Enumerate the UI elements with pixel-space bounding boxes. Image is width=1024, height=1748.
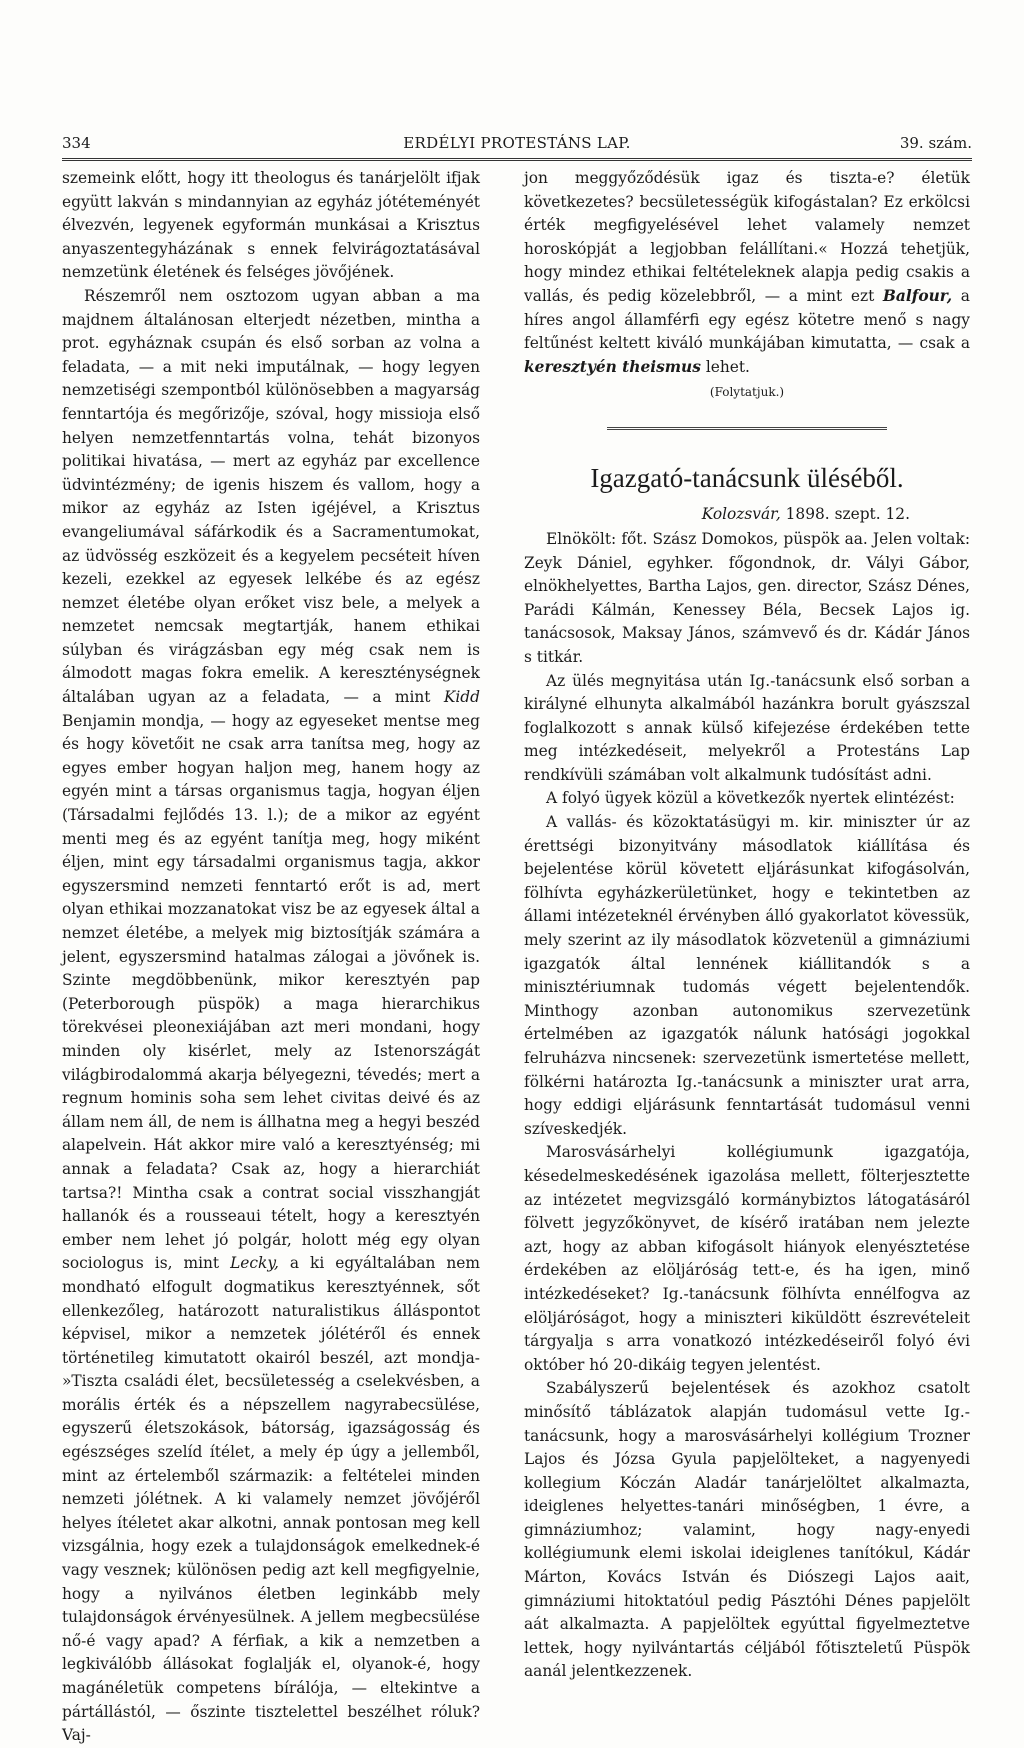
paragraph-text: jon meggyőződésük igaz és tiszta-e? életük következetes? becsületességük kifogástalan? Ez erkölcsi érték megfigyelésével lehet valamely nemzet horoskópját a legjobban felállítani.« Hozzá tehetjük, hogy mindez ethikai feltételeknek alapja pedig csakis a vallás, és pedig közelebbről, — a mint ezt bbox=[524, 169, 970, 305]
dateline-place: Kolozsvár, bbox=[701, 504, 781, 523]
paragraph-text: a híres angol államférfi egy egész kötetre menő s nagy feltűnést keltett kiváló munkájában kimutatta, — csak a bbox=[524, 286, 970, 353]
paragraph: Elnökölt: főt. Szász Domokos, püspök aa. Jelen voltak: Zeyk Dániel, egyhker. főgondnok, dr. Vályi Gábor, elnökhelyettes, Bartha Lajos, gen. director, Szász Dénes, Parádi Kálmán, Kenessey Béla, Becsek Lajos ig. tanácsosok, Maksay János, számvevő és dr. Kádár János s titkár. bbox=[524, 529, 970, 666]
to-be-continued: (Folytatjuk.) bbox=[709, 385, 785, 400]
paragraph-text: lehet. bbox=[705, 357, 750, 376]
emphasis-theismus: keresztyén theismus bbox=[524, 357, 701, 376]
paragraph: A folyó ügyek közül a következők nyertek elintézést: bbox=[546, 789, 955, 808]
paragraph-text: Benjamin mondja, — hogy az egyeseket mentse meg és hogy követőit ne csak arra tanítsa meg, hogy az egyes ember hogyan haljon meg, hanem hogy az egyén mint a társas organismus tagja, hogyan éljen (Társadalmi fejlődés 13. l.); de a mikor az egyént menti meg és az egyént tanítja meg, hogy miként éljen, mint egy társadalmi organismus tagja, akkor egyszersmind nemzeti fenntartó erőt is ad, mert olyan ethikai mozzanatokat visz be az egyesek által a nemzet életébe, a melyek mig biztosítják számára a jelent, egyszersmind hatalmas zálogai a jövőnek is. Szinte megdöbbenünk, mikor keresztyén pap (Peterborough püspök) a maga hierarchikus törekvései pleonexiájában azt meri mondani, hogy minden oly kisérlet, mely az Istenországát világbirodalommá akarja bélyegezni, tévedés; mert a regnum hominis soha sem lehet civitas deivé és az állam nem áll, de nem is állhatna meg a hegyi beszéd alapelvein. Hát akkor mire való a keresztyénség; mi annak a feladata? Csak az, hogy a hierarchiát tartsa?! Mintha csak a contrat social visszhangját hallanók és a rousseaui tételt, hogy a keresztyén ember nem lehet jó polgár, holott még egy olyan sociologus is, mint bbox=[62, 711, 480, 1273]
paragraph bbox=[62, 285, 480, 1748]
running-header bbox=[62, 134, 972, 154]
right-column bbox=[524, 167, 970, 1684]
paragraph: szemeink előtt, hogy itt theologus és tanárjelölt ifjak együtt lakván s mindannyian az egyház jótéteményét élvezvén, legyenek egyformán munkásai a Krisztus anyaszentegyházának s ennek felvirágoztatásával nemzetünk életének és felséges jövőjének. bbox=[62, 169, 480, 282]
section-title: Igazgató-tanácsunk üléséből. bbox=[590, 462, 904, 493]
paragraph: Szabályszerű bejelentések és azokhoz csatolt minősítő táblázatok alapján tudomásul vette Ig.-tanácsunk, hogy a marosvásárhelyi kollégium Trozner Lajos és Józsa Gyula papjelölteket, a nagyenyedi kollegium Kóczán Aladár tanárjelöltet alkalmazta, ideiglenes helyettes-tanári minőségben, 1 évre, a gimnáziumhoz; valamint, hogy nagy-enyedi kollégiumunk elemi iskolai ideiglenes tanítókul, Kádár Márton, Kovács István és Diószegi Lajos aait, gimnáziumi hitoktatóul pedig Pásztóhi Dénes papjelölt aát alkalmazta. A papjelöltek egyúttal figyelmeztetve lettek, hogy nyilvántartás céljából főtiszteletű Püspök aanál jelentkezzenek. bbox=[524, 1379, 970, 1681]
paragraph-text: a ki egyáltalában nem mondható elfogult dogmatikus keresztyénnek, sőt ellenkezőleg, határozott naturalistikus álláspontot képvisel, mikor a nemzetek jólétéről és ennek történetileg kimutatott okairól beszél, azt mondja- »Tiszta családi élet, becsületesség a cselekvésben, a morális érték és a népszellem nagyrabecsülése, egyszerű életszokások, bátorság, igazságosság és egészséges szelíd ítélet, a mely ép úgy a jellemből, mint az értelemből származik: a feltételei minden nemzeti jólétnek. A ki valamely nemzet jövőjéről helyes ítéletet akar alkotni, annak pontosan meg kell vizsgálnia, hogy ezek a tulajdonságok emelkednek-é vagy vesznek; különösen pedig azt kell megfigyelnie, hogy a nyilvános életben leginkább mely tulajdonságok érvényesülnek. A jellem megbecsülése nő-é vagy apad? A férfiak, a kik a nemzetben a legkiválóbb állásokat foglalják el, olyanok-é, hogy magánéletük competens bírálója, — eltekintve a pártállástól, — őszinte tisztelettel beszélhet róluk? Vaj- bbox=[62, 1254, 480, 1745]
dateline bbox=[524, 502, 910, 526]
paragraph: A vallás- és közoktatásügyi m. kir. miniszter úr az érettségi bizonyitvány másodlatok kiállítása és bejelentése körül követett eljárásunkat kifogásolván, fölhívta egyházkerületünket, hogy e tekintetben az állami intézeteknél érvényben álló gyakorlatot kövessük, mely szerint az ily másodlatok közvetenül a gimnáziumi igazgatók által lennének kiállitandók s a minisztériumnak tudomás végett bejelentendők. Minthogy azonban autonomikus szervezetünk értelmében az igazgatók nálunk hatósági jogokkal felruházva nincsenek: szervezetünk ismertetése mellett, fölkérni határozta Ig.-tanácsunk a miniszter urat arra, hogy eddigi eljárásunk fenntartását tudomásul venni szíveskedjék. bbox=[524, 813, 970, 1138]
paragraph-text: Részemről nem osztozom ugyan abban a ma majdnem általánosan elterjedt nézetben, mintha a prot. egyháznak csupán és első sorban az volna a feladata, — a mit neki imputálnak, — hogy legyen nemzetiségi szempontból különösebben a magyarság fenntartója és megőrizője, szóval, hogy missioja első helyen nemzetfenntartás volna, tehát bizonyos politikai hivatása, — mert az egyház par excellence üdvintézmény; de igenis hiszem és vallom, hogy a mikor az egyház az Isten igéjével, a Krisztus evangeliumával sáfárkodik és a Sacramentumokat, az üdvösség eszközeit és a kegyelem pecséteit híven kezeli, ezekkel az egyesek lelkébe és az egész nemzet életébe olyan erőket visz bele, a melyek a nemzetet nemcsak megtartják, hanem ethikai súlyban és virágzásban egy még csak nem is álmodott magas fokra emelik. A kereszténységnek általában ugyan az a feladata, — a mint bbox=[62, 286, 480, 707]
section-divider bbox=[607, 427, 887, 430]
paragraph bbox=[524, 167, 970, 379]
publication-title: ERDÉLYI PROTESTÁNS LAP. bbox=[403, 134, 631, 152]
left-column bbox=[62, 167, 480, 1748]
emphasis-balfour: Balfour, bbox=[882, 286, 953, 305]
paragraph: Marosvásárhelyi kollégiumunk igazgatója, késedelmeskedésének igazolása mellett, fölterjesztette az intézetet megvizsgáló kormánybiztos látogatásáról fölvett jegyzőkönyvet, de kísérő iratában nem jelezte azt, hogy az abban kifogásolt hiányok elenyésztetése érdekében az elöljáróság tett-e, és ha igen, minő intézkedéseket? Ig.-tanácsunk fölhívta ennélfogva az elöljáróságot, hogy a miniszteri kiküldött észrevételeit tárgyalja s arra vonatkozó intézkedéseiről folyó évi október hó 20-dikáig tegyen jelentést. bbox=[524, 1143, 970, 1374]
issue-number: 39. szám. bbox=[899, 134, 972, 152]
paragraph: Az ülés megnyitása után Ig.-tanácsunk első sorban a királyné elhunyta alkalmából hazánkra borult gyászszal foglalkozott s annak külső kifejezése érdekében tette meg intézkedéseit, melyekről a Protestáns Lap rendkívüli számában volt alkalmunk tudósítást adni. bbox=[524, 671, 970, 784]
emphasis-lecky: Lecky, bbox=[230, 1254, 279, 1273]
page-number: 334 bbox=[62, 134, 91, 152]
emphasis-kidd: Kidd bbox=[443, 688, 480, 707]
dateline-date: 1898. szept. 12. bbox=[785, 504, 910, 523]
header-rule bbox=[62, 158, 972, 161]
